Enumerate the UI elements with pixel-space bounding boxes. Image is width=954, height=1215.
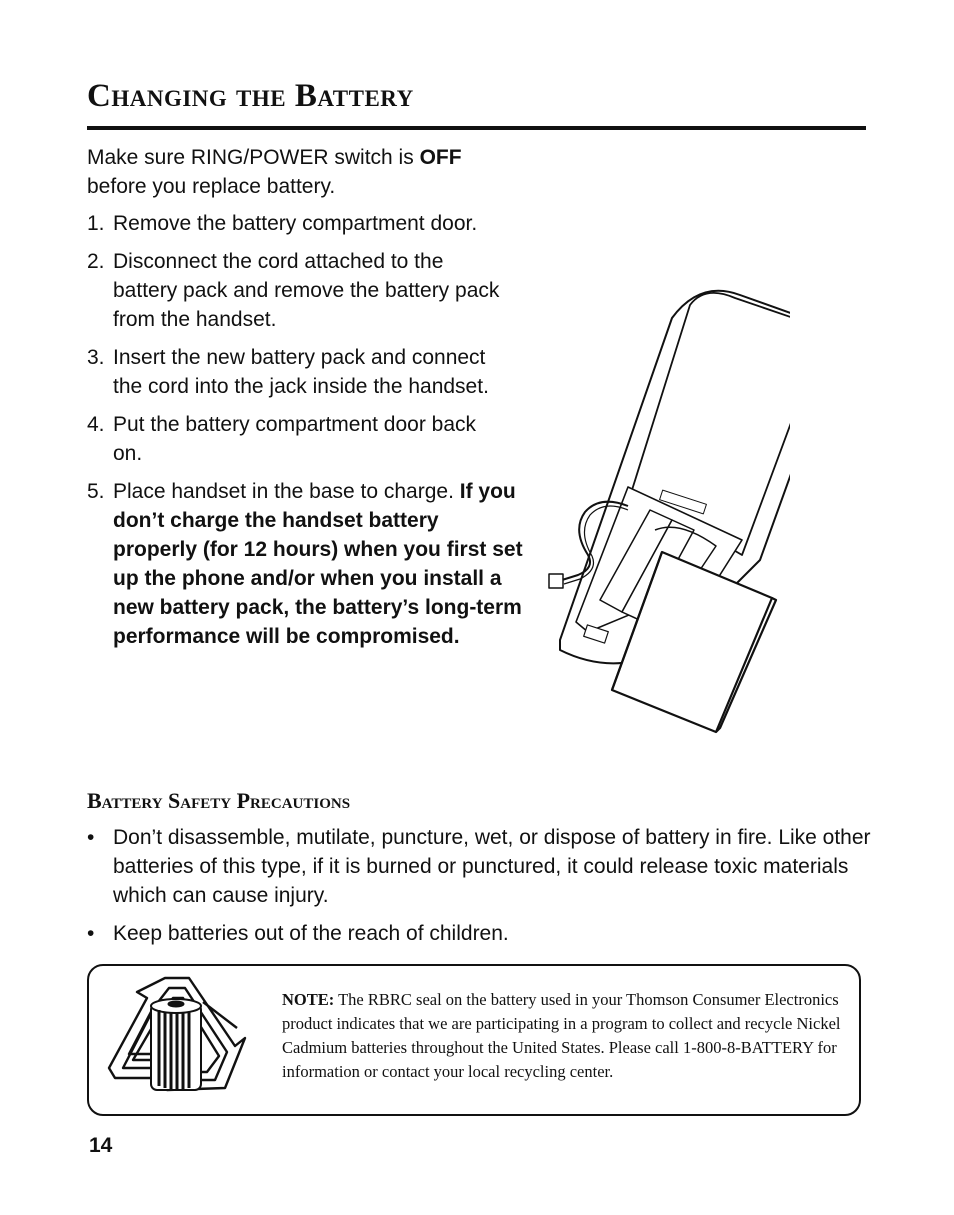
safety-item bbox=[87, 919, 877, 948]
safety-text: Keep batteries out of the reach of children. bbox=[113, 922, 509, 945]
step-number: 4. bbox=[87, 413, 105, 436]
bullet: • bbox=[87, 826, 95, 849]
safety-item bbox=[87, 823, 877, 910]
note-box bbox=[87, 964, 861, 1116]
note-text bbox=[282, 988, 857, 1084]
intro-paragraph bbox=[87, 143, 517, 201]
step-item bbox=[87, 209, 527, 238]
title-rule bbox=[87, 126, 866, 130]
step-text: Put the battery compartment door back on. bbox=[113, 413, 477, 465]
safety-list bbox=[87, 823, 877, 957]
intro-text-2: before you replace battery. bbox=[87, 175, 336, 198]
intro-text: Make sure RING/POWER switch is bbox=[87, 146, 420, 169]
step-text: Place handset in the base to charge. bbox=[113, 480, 460, 503]
page-number: 14 bbox=[89, 1134, 113, 1157]
step-text: Insert the new battery pack and connect the cord into the jack inside the handset. bbox=[113, 346, 489, 398]
safety-heading: Battery Safety Precautions bbox=[87, 788, 351, 813]
step-number: 1. bbox=[87, 212, 105, 235]
step-number: 5. bbox=[87, 480, 105, 503]
step-text: Remove the battery compartment door. bbox=[113, 212, 478, 235]
safety-text: Don’t disassemble, mutilate, puncture, wet, or dispose of battery in fire. Like other batteries of this type, if it is burned or punctured, it could release toxic materials which can cause injury. bbox=[113, 826, 871, 907]
step-item bbox=[87, 410, 503, 468]
note-label: NOTE: bbox=[282, 990, 335, 1009]
page-title: Changing the Battery bbox=[87, 78, 414, 114]
step-item bbox=[87, 343, 503, 401]
bullet: • bbox=[87, 922, 95, 945]
step-item bbox=[87, 477, 523, 651]
step-text: Disconnect the cord attached to the battery pack and remove the battery pack from the handset. bbox=[113, 250, 500, 331]
note-body: The RBRC seal on the battery used in your Thomson Consumer Electronics product indicates that we are participating in a program to collect and recycle Nickel Cadmium batteries throughout the United States. Please call 1-800-8-BATTERY for information or contact your local recycling center. bbox=[282, 990, 841, 1081]
step-warning: If you don’t charge the handset battery properly (for 12 hours) when you first set up the phone and/or when you install a new battery pack, the battery’s long-term performance will be compromised. bbox=[113, 480, 523, 648]
steps-list bbox=[87, 209, 527, 660]
step-number: 2. bbox=[87, 250, 105, 273]
step-number: 3. bbox=[87, 346, 105, 369]
intro-off: OFF bbox=[419, 146, 462, 169]
rbrc-recycling-seal-icon bbox=[107, 968, 257, 1113]
handset-battery-compartment-illustration bbox=[540, 250, 790, 750]
step-item bbox=[87, 247, 503, 334]
